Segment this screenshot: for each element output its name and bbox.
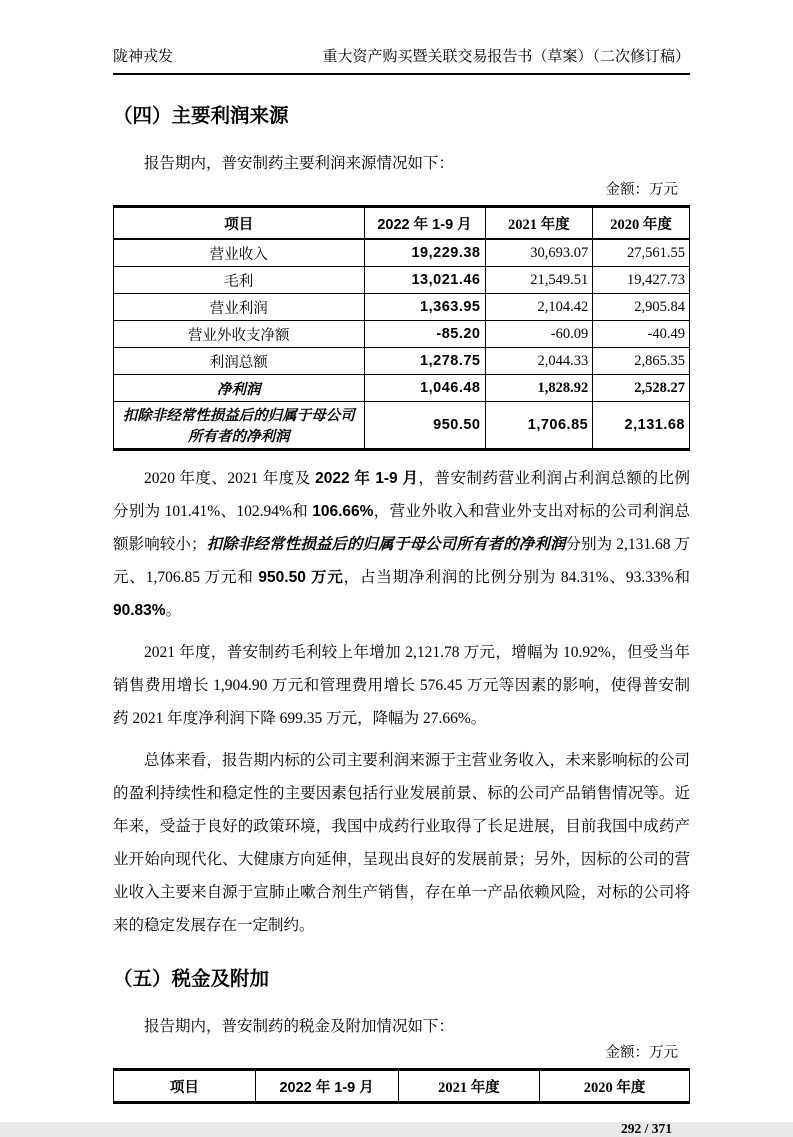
- section-title-profit-sources: （四）主要利润来源: [113, 105, 289, 127]
- column-header-item: 项目: [114, 1070, 256, 1103]
- profit-sources-table: [113, 205, 690, 451]
- text-run: ，普安制药营业利润占利润总额的比例分别为 101.41%、102.94%和: [113, 470, 690, 520]
- cell-value: 1,828.92: [485, 375, 593, 402]
- cell-value: 2,131.68: [593, 402, 690, 450]
- row-label: 毛利: [114, 267, 365, 294]
- header-report-title: 重大资产购买暨关联交易报告书（草案）（二次修订稿）: [322, 49, 690, 65]
- analysis-paragraph-3: 总体来看，报告期内标的公司主要利润来源于主营业务收入，未来影响标的公司的盈利持续性和稳定性的主要因素包括行业发展前景、标的公司产品销售情况等。近年来，受益于良好的政策环境，我国中成药行业取得了长足进展，目前我国中成药产业开始向现代化、大健康方向延伸，呈现出良好的发展前景；另外，因标的公司的营业收入主要来自源于宣肺止嗽合剂生产销售，存在单一产品依赖风险，对标的公司将来的稳定发展存在一定制约。: [113, 752, 690, 934]
- cell-value: 1,046.48: [364, 375, 485, 402]
- row-label: 营业收入: [114, 239, 365, 267]
- text-run: 2022 年 1-9 月: [315, 470, 419, 487]
- column-header-item: 项目: [114, 207, 365, 240]
- unit-label: 金额：万元: [605, 182, 678, 198]
- taxes-table: [113, 1068, 690, 1104]
- analysis-paragraph-2: 2021 年度，普安制药毛利较上年增加 2,121.78 万元，增幅为 10.92%，但受当年销售费用增长 1,904.90 万元和管理费用增长 576.45 万元等因素的影响，使得普安制药 2021 年度净利润下降 699.35 万元，降幅为 27.66%。: [113, 644, 690, 727]
- text-run: 2020 年度、2021 年度及: [144, 470, 316, 487]
- cell-value: 27,561.55: [593, 239, 690, 267]
- text-run: 950.50 万元: [258, 569, 344, 586]
- text-run: 106.66%: [312, 503, 374, 520]
- row-label: 营业外收支净额: [114, 321, 365, 348]
- row-label: 扣除非经常性损益后的归属于母公司所有者的净利润: [114, 402, 365, 450]
- cell-value: -85.20: [364, 321, 485, 348]
- cell-value: -40.49: [593, 321, 690, 348]
- running-header: [113, 47, 690, 75]
- table-row: [114, 321, 690, 348]
- row-label: 营业利润: [114, 294, 365, 321]
- cell-value: -60.09: [485, 321, 593, 348]
- cell-value: 2,104.42: [485, 294, 593, 321]
- table-header-row: [114, 207, 690, 240]
- cell-value: 2,905.84: [593, 294, 690, 321]
- cell-value: 2,044.33: [485, 348, 593, 375]
- cell-value: 13,021.46: [364, 267, 485, 294]
- cell-value: 21,549.51: [485, 267, 593, 294]
- intro-paragraph-taxes: 报告期内，普安制药的税金及附加情况如下：: [144, 1018, 455, 1035]
- page-number: 292 / 371: [620, 1121, 672, 1136]
- cell-value: 1,278.75: [364, 348, 485, 375]
- text-run: 分别为 2,131.68 万元、1,706.85 万元和: [113, 536, 690, 586]
- cell-value: 2,865.35: [593, 348, 690, 375]
- cell-value: 30,693.07: [485, 239, 593, 267]
- table-header-row: [114, 1070, 690, 1103]
- section-title-taxes: （五）税金及附加: [113, 968, 270, 990]
- analysis-paragraph-1: [113, 462, 690, 627]
- column-header-2020: 2020 年度: [593, 207, 690, 240]
- text-run: 。: [165, 602, 182, 619]
- cell-value: 1,706.85: [485, 402, 593, 450]
- row-label: 利润总额: [114, 348, 365, 375]
- intro-paragraph: 报告期内，普安制药主要利润来源情况如下：: [144, 155, 455, 172]
- table-row: [114, 239, 690, 267]
- cell-value: 19,229.38: [364, 239, 485, 267]
- text-run: 扣除非经常性损益后的归属于母公司所有者的净利润: [206, 536, 566, 553]
- table-row: [114, 402, 690, 450]
- column-header-2021: 2021 年度: [398, 1070, 540, 1103]
- cell-value: 2,528.27: [593, 375, 690, 402]
- column-header-2022: 2022 年 1-9 月: [364, 207, 485, 240]
- table-row: [114, 267, 690, 294]
- table-row: [114, 348, 690, 375]
- cell-value: 1,363.95: [364, 294, 485, 321]
- column-header-2020: 2020 年度: [540, 1070, 690, 1103]
- table-row: [114, 294, 690, 321]
- unit-label-taxes: 金额：万元: [605, 1045, 678, 1061]
- text-run: ，占当期净利润的比例分别为 84.31%、93.33%和: [343, 569, 690, 586]
- text-run: 90.83%: [113, 602, 166, 619]
- row-label: 净利润: [114, 375, 365, 402]
- header-company-name: 陇神戎发: [113, 49, 174, 65]
- column-header-2022: 2022 年 1-9 月: [255, 1070, 398, 1103]
- cell-value: 950.50: [364, 402, 485, 450]
- text-run: ，营业外收入和营业外支出对标的公司利润总额影响较小；: [113, 503, 690, 553]
- table-row: [114, 375, 690, 402]
- cell-value: 19,427.73: [593, 267, 690, 294]
- column-header-2021: 2021 年度: [485, 207, 593, 240]
